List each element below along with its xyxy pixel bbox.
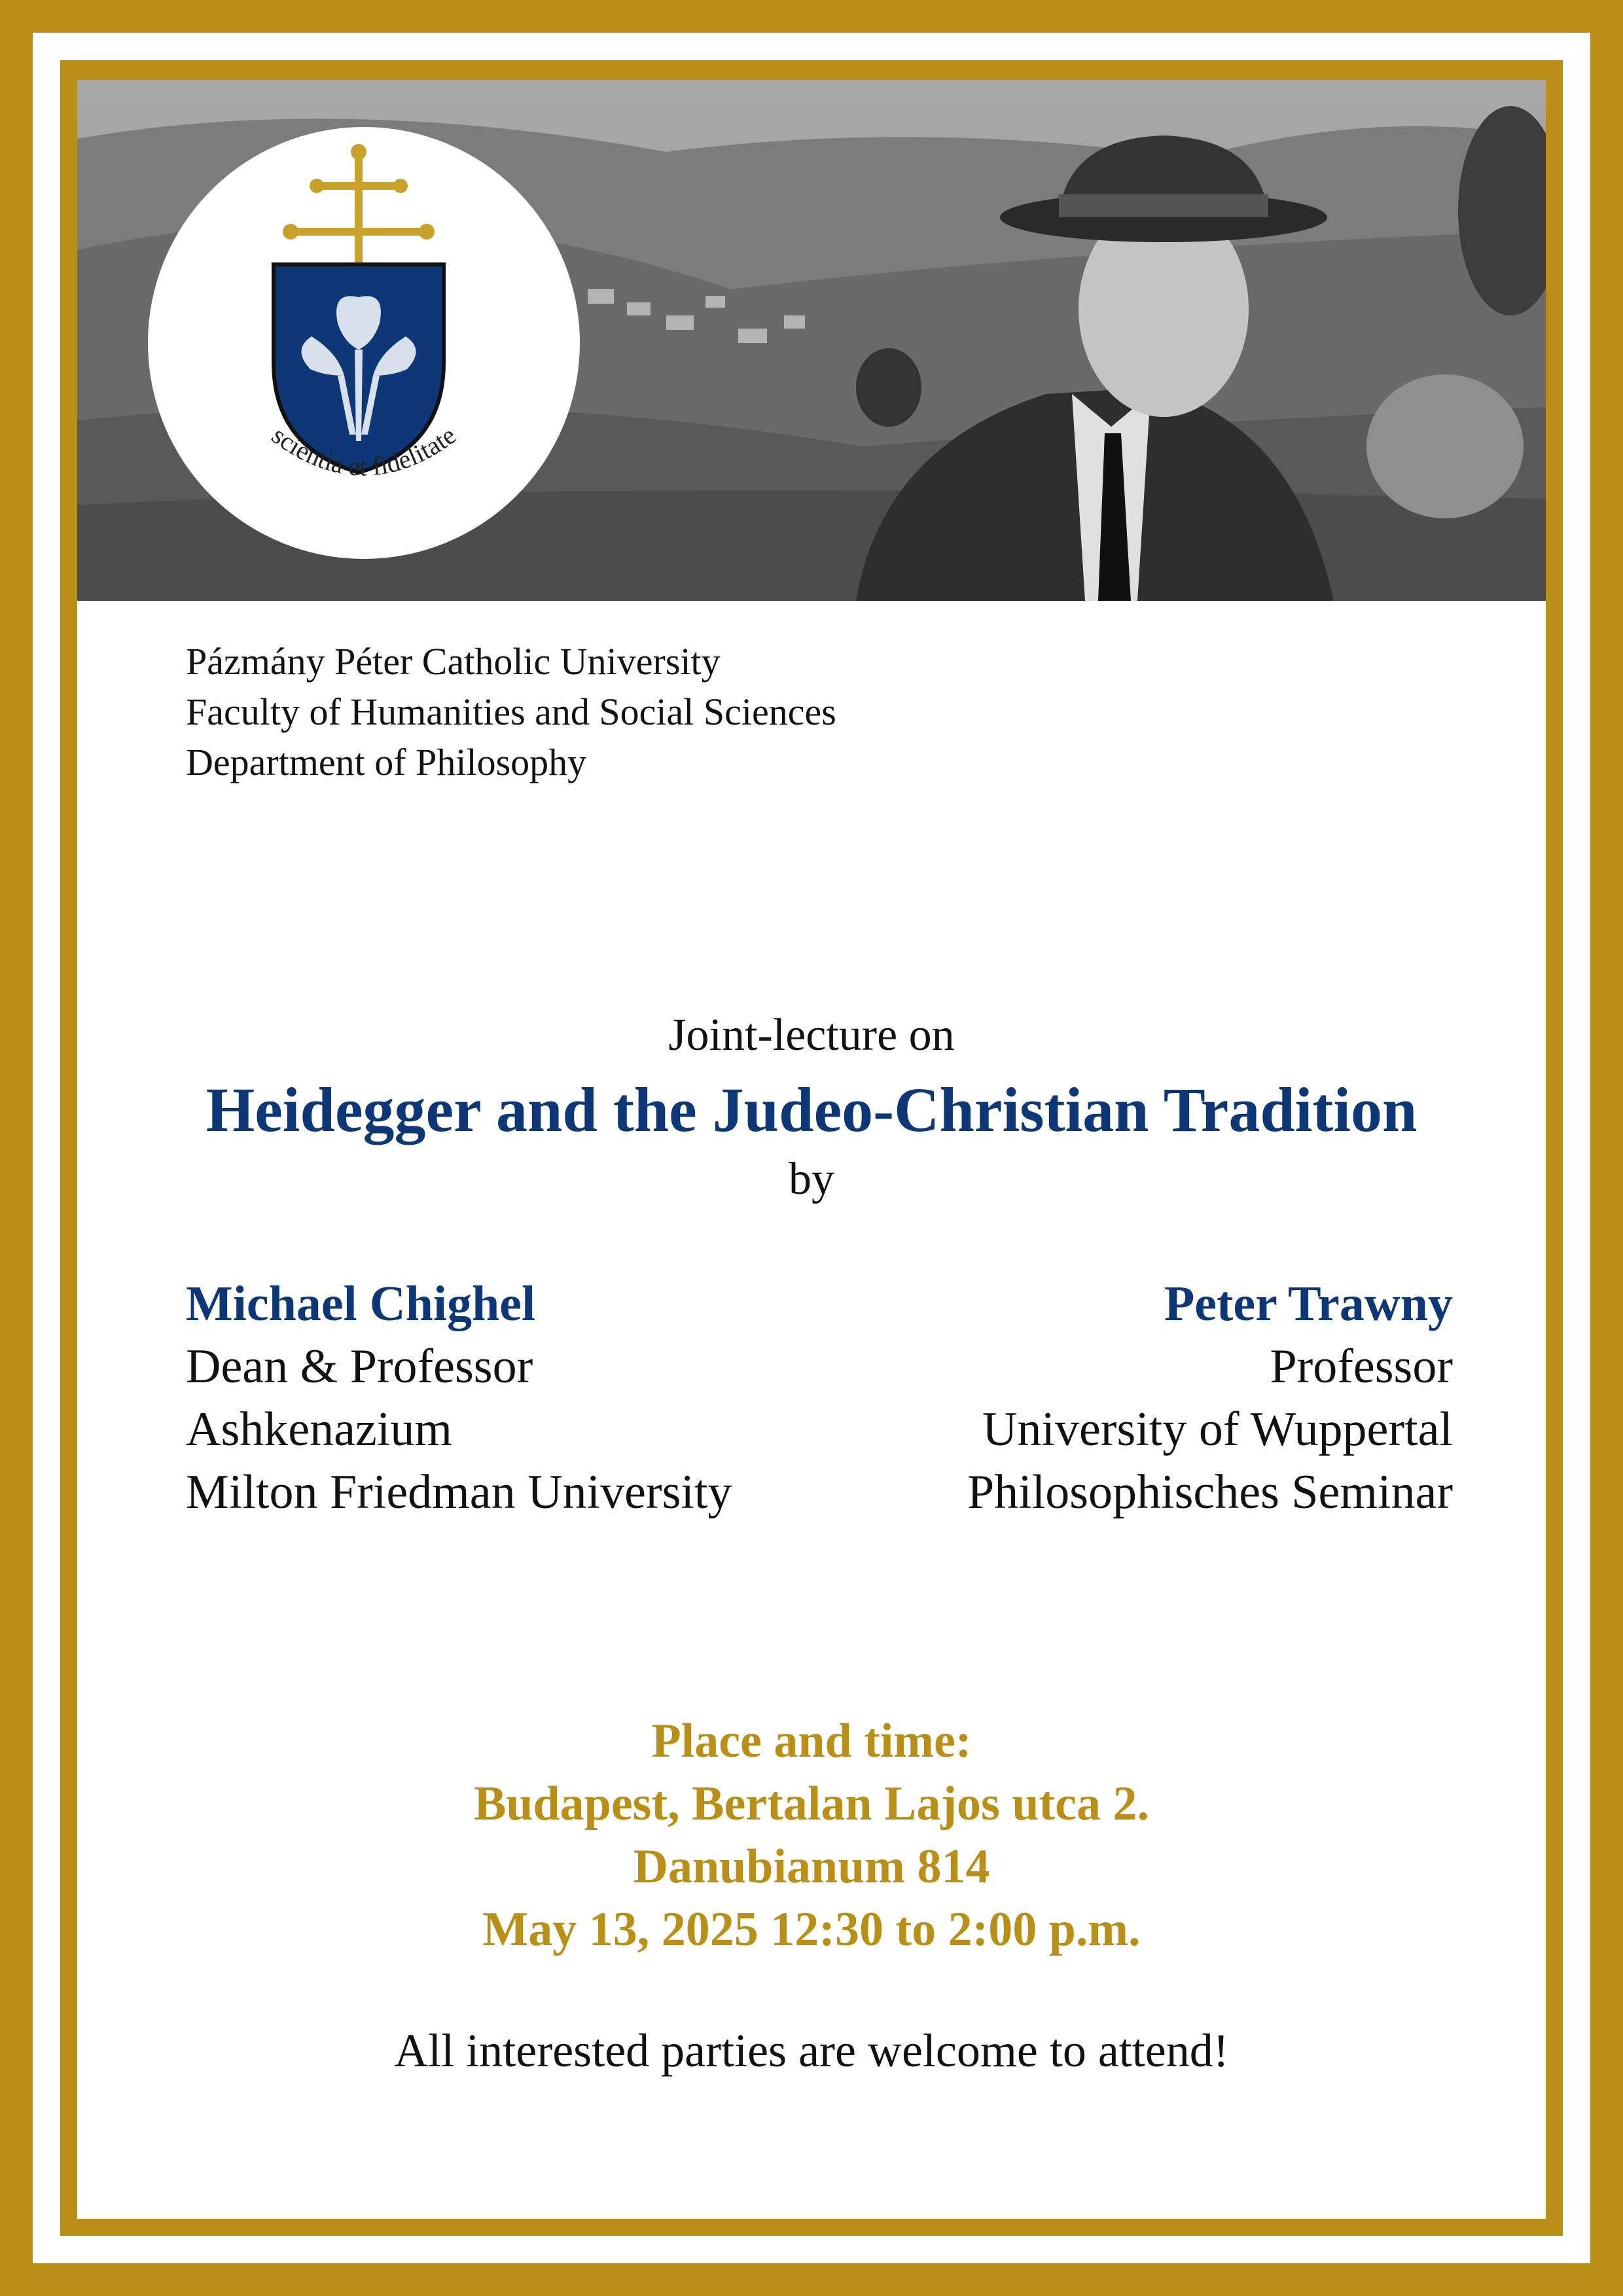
place-and-time [77, 1710, 1546, 1961]
university-name: Pázmány Péter Catholic University [186, 640, 721, 683]
event-room: Danubianum 814 [633, 1840, 990, 1893]
speaker-affiliation: University of Wuppertal [982, 1403, 1453, 1456]
faculty-name: Faculty of Humanities and Social Sciences [186, 691, 836, 733]
speaker-affiliation: Philosophisches Seminar [967, 1465, 1453, 1519]
speaker-right [967, 1272, 1453, 1524]
speaker-name: Michael Chighel [186, 1276, 536, 1331]
logo-motto: scientia et fidelitate [266, 420, 461, 482]
department-name: Department of Philosophy [186, 741, 587, 783]
university-logo [148, 127, 580, 559]
welcome-message: All interested parties are welcome to attend! [394, 2024, 1229, 2077]
event-address: Budapest, Bertalan Lajos utca 2. [474, 1777, 1149, 1831]
university-block [186, 636, 836, 787]
speaker-affiliation: Ashkenazium [186, 1403, 452, 1456]
speaker-name: Peter Trawny [1164, 1276, 1453, 1331]
lecture-title: Heidegger and the Judeo-Christian Tradition [205, 1075, 1418, 1145]
speaker-role: Professor [1270, 1340, 1453, 1393]
poster-content [77, 80, 1546, 2219]
lecture-by: by [789, 1154, 834, 1204]
place-heading: Place and time: [651, 1714, 972, 1768]
speaker-role: Dean & Professor [186, 1340, 533, 1393]
speaker-affiliation: Milton Friedman University [186, 1465, 732, 1519]
speaker-left [186, 1272, 732, 1524]
lecture-intro: Joint-lecture on [668, 1010, 955, 1060]
event-datetime: May 13, 2025 12:30 to 2:00 p.m. [482, 1903, 1141, 1956]
